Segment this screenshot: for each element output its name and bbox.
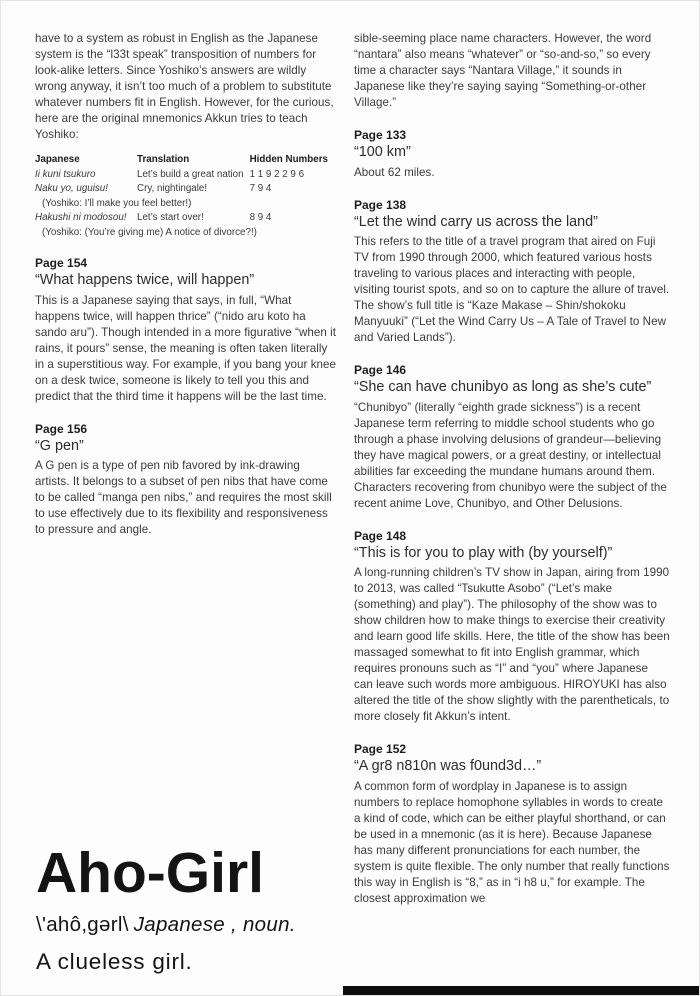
cell-translation: Let’s build a great nation: [137, 168, 244, 180]
cell-translation: Cry, nightingale!: [137, 183, 208, 194]
cell-japanese: Ii kuni tsukuro: [35, 168, 96, 180]
logo-block: [36, 841, 348, 975]
entry-page-156: [35, 422, 337, 539]
logo-definition: A clueless girl.: [36, 949, 193, 974]
table-header-japanese: Japanese: [35, 154, 80, 165]
entry-title: “Let the wind carry us across the land”: [354, 213, 598, 230]
table-header-hidden-numbers: Hidden Numbers: [249, 154, 328, 165]
mnemonics-table: [35, 153, 337, 239]
entry-title: “A gr8 n810n was f0und3d…”: [354, 758, 542, 774]
entry-title: “She can have chunibyo as long as she’s cute”: [354, 379, 652, 395]
entry-page-148: [354, 529, 670, 726]
table-note: (Yoshiko: (You’re giving me) A notice of divorce?!): [42, 226, 257, 238]
left-column: [35, 31, 337, 907]
entry-body: This refers to the title of a travel program that aired on Fuji TV from 1990 through 2000, which featured various hosts traveling to various places and interacting with people, visiting tourist spots, and so on to capture the allure of travel. The show’s full title is “Kaze Makase – Shin/shokoku Manyuuki” (“Let the Wind Carry Us – A Tale of Travel to New and Varied Lands”).: [354, 235, 670, 344]
entry-page-152: [354, 742, 670, 907]
entry-body: About 62 miles.: [354, 165, 435, 179]
cell-numbers: 8 9 4: [249, 212, 272, 223]
entry-page-label: Page 148: [354, 528, 407, 543]
entry-page-label: Page 138: [354, 197, 407, 212]
entry-title: “G pen”: [35, 437, 84, 454]
entry-body: “Chunibyo” (literally “eighth grade sickness”) is a recent Japanese term referring to middle school students who go through a phase involving delusions of grandeur—believing they have magical powers, or a great destiny, or intellectual abilities far exceeding the mundane humans around them. Characters recovering from chunibyo were the subject of the recent anime Love, Chunibyo, and Other Delusions.: [354, 400, 667, 510]
pronunciation-text: \'ahô,gərl\: [36, 913, 129, 936]
entry-page-146: [354, 363, 670, 512]
entry-body: A G pen is a type of pen nib favored by ink-drawing artists. It belongs to a subset of pen nibs that have come to be called “manga pen nibs,” and requires the most skill to use effectively due to its flexibility and responsiveness to pressure and angle.: [35, 459, 332, 536]
entry-page-label: Page 152: [354, 742, 407, 756]
entry-page-label: Page 156: [35, 421, 88, 436]
logo-pronunciation: [36, 913, 348, 937]
entry-page-154: [35, 256, 337, 405]
entry-page-138: [354, 198, 670, 347]
entry-title: “What happens twice, will happen”: [35, 272, 255, 288]
language-note: Japanese , noun.: [133, 913, 296, 936]
entry-page-133: [354, 128, 670, 181]
cell-japanese: Hakushi ni modosou!: [35, 212, 127, 223]
entry-page-label: Page 154: [35, 256, 88, 270]
intro-paragraph: have to a system as robust in English as the Japanese system is the “l33t speak” transposition of numbers for look-alike letters. Since Yoshiko’s answers are wildly wrong anyway, it isn’t too much of a problem to substitute whatever numbers fit in English. However, for the curious, here are the original mnemonics Akkun tries to teach Yoshiko:: [35, 32, 334, 141]
entry-title: “100 km”: [354, 144, 411, 160]
continuation-paragraph: sible-seeming place name characters. However, the word “nantara” also means “whatever” or “so-and-so,” so every time a character says “Nantara Village,” it sounds in Japanese like they’re saying saying “Something-or-other Village.”: [354, 32, 652, 109]
right-column: [354, 31, 670, 907]
entry-body: A common form of wordplay in Japanese is to assign numbers to replace homophone syllables in words to create a kind of code, which can be either playful shorthand, or can be used in a mnemonic (as it is here). Because Japanese has many different pronunciations for each number, the system is quite flexible. The only number that really functions this way in English is “8,” as in “i h8 u,” for example. The closest approximation we: [354, 779, 670, 905]
entry-title: “This is for you to play with (by yourself)”: [354, 544, 613, 561]
cell-numbers: 7 9 4: [249, 183, 272, 194]
table-note: (Yoshiko: I’ll make you feel better!): [42, 197, 192, 209]
cell-translation: Let’s start over!: [137, 212, 204, 223]
entry-body: This is a Japanese saying that says, in full, “What happens twice, will happen thrice” (“nido aru koto ha sando aru”). Though intended in a more figurative “when it rains, it pours” sense, the meaning is often taken literally in a superstitious way. For example, if you bang your knee on a desk twice, someone is likely to tell you this and predict that the third time it happens will be the last time.: [35, 293, 337, 403]
cell-japanese: Naku yo, uguisu!: [35, 183, 108, 194]
two-column-layout: [1, 1, 699, 907]
cell-numbers: 1 1 9 2 2 9 6: [249, 168, 305, 180]
page-edge-bar: [343, 986, 699, 995]
entry-page-label: Page 146: [354, 363, 407, 377]
entry-page-label: Page 133: [354, 128, 407, 142]
table-header-translation: Translation: [137, 154, 190, 165]
logo-title: Aho-Girl: [36, 841, 264, 905]
entry-body: A long-running children’s TV show in Japan, airing from 1990 to 2013, was called “Tsukutte Asobo” (“Let’s make (something) and play”). The philosophy of the show was to show children how to make things to exercise their creativity and learn good life skills. Here, the title of the show has been massaged somewhat to fit into English grammar, which requires pronouns such as “I” and “you” where Japanese can leave such words more ambiguous. HIROYUKI has also altered the title of the show slightly with the parentheticals, to more closely fit Akkun’s intent.: [354, 566, 670, 723]
